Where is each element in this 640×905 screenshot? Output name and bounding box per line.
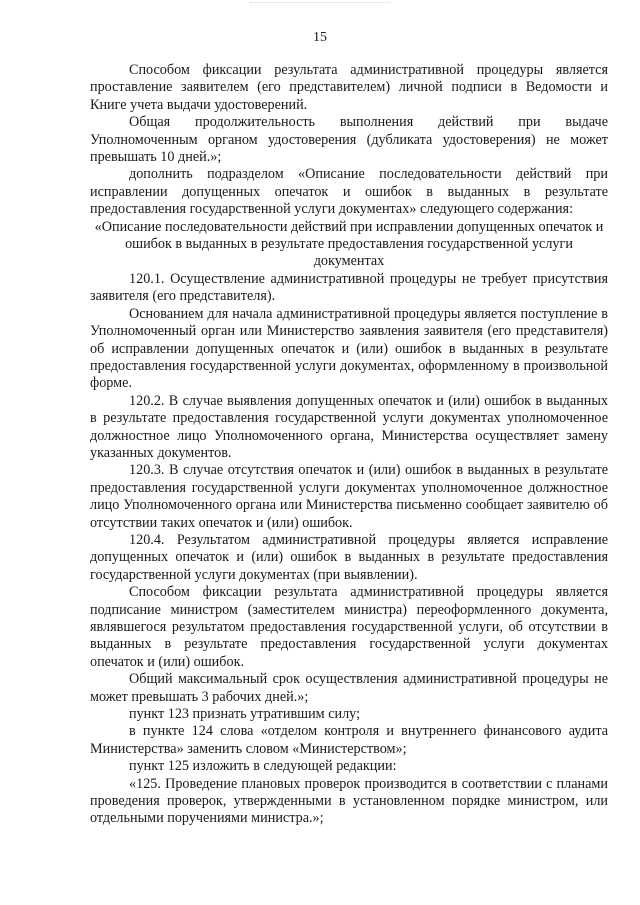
body-paragraph: пункт 123 признать утратившим силу; <box>129 706 361 723</box>
body-paragraph: в пункте 124 слова «отделом контроля и внутреннего финансового аудита Министерства» заменить словом «Министерством»; <box>90 723 608 757</box>
body-paragraph: 120.3. В случае отсутствия опечаток и (или) ошибок в выданных в результате предоставления государственной услуги документах уполномоченное должностное лицо Уполномоченного органа или Министерства письменно сообщает заявителю об отсутствии таких опечаток и (или) ошибок. <box>90 462 608 531</box>
body-paragraph: 120.1. Осуществление административной процедуры не требует присутствия заявителя (его представителя). <box>90 270 608 305</box>
body-paragraph: 120.4. Результатом административной процедуры является исправление допущенных опечаток и (или) ошибок в выданных в результате предоставления государственной услуги документах (при выявлении). <box>90 531 608 583</box>
page-number: 15 <box>313 30 327 45</box>
body-paragraph: 120.2. В случае выявления допущенных опечаток и (или) ошибок в выданных в результате предоставления государственной услуги документах уполномоченное должностное лицо Уполномоченного органа, Министерства осуществляет замену указанных документов. <box>90 392 608 461</box>
body-paragraph: дополнить подразделом «Описание последовательности действий при исправлении допущенных опечаток и ошибок в выданных в результате предоставления государственной услуги документах» следующего содержания: <box>90 166 608 218</box>
section-heading: «Описание последовательности действий при исправлении допущенных опечаток и ошибок в выданных в результате предоставления государственной услуги документах <box>94 218 604 270</box>
body-paragraph: пункт 125 изложить в следующей редакции: <box>129 758 397 775</box>
body-paragraph: Основанием для начала административной процедуры является поступление в Уполномоченный орган или Министерство заявления заявителя (его представителя) об исправлении допущенных опечаток и (или) ошибок в выданных в результате предоставления государственной услуги документах, оформленному в произвольной форме. <box>90 305 608 392</box>
body-paragraph: «125. Проведение плановых проверок производится в соответствии с планами проведения проверок, утвержденными в установленном порядке министром, или отдельными поручениями министра.»; <box>90 775 608 827</box>
body-paragraph: Общий максимальный срок осуществления административной процедуры не может превышать 3 рабочих дней.»; <box>90 671 608 705</box>
document-body <box>90 62 608 828</box>
scan-artifact <box>250 2 390 9</box>
body-paragraph: Способом фиксации результата административной процедуры является проставление заявителем (его представителем) личной подписи в Ведомости и Книге учета выдачи удостоверений. <box>90 62 608 113</box>
body-paragraph: Общая продолжительность выполнения действий при выдаче Уполномоченным органом удостоверения (дубликата удостоверения) не может превышать 10 дней.»; <box>90 114 608 166</box>
body-paragraph: Способом фиксации результата административной процедуры является подписание министром (заместителем министра) переоформленного документа, являвшегося результатом предоставления государственной услуги, об отсутствии в выданных в результате предоставления государственной услуги документах опечаток и (или) ошибок. <box>90 584 608 670</box>
